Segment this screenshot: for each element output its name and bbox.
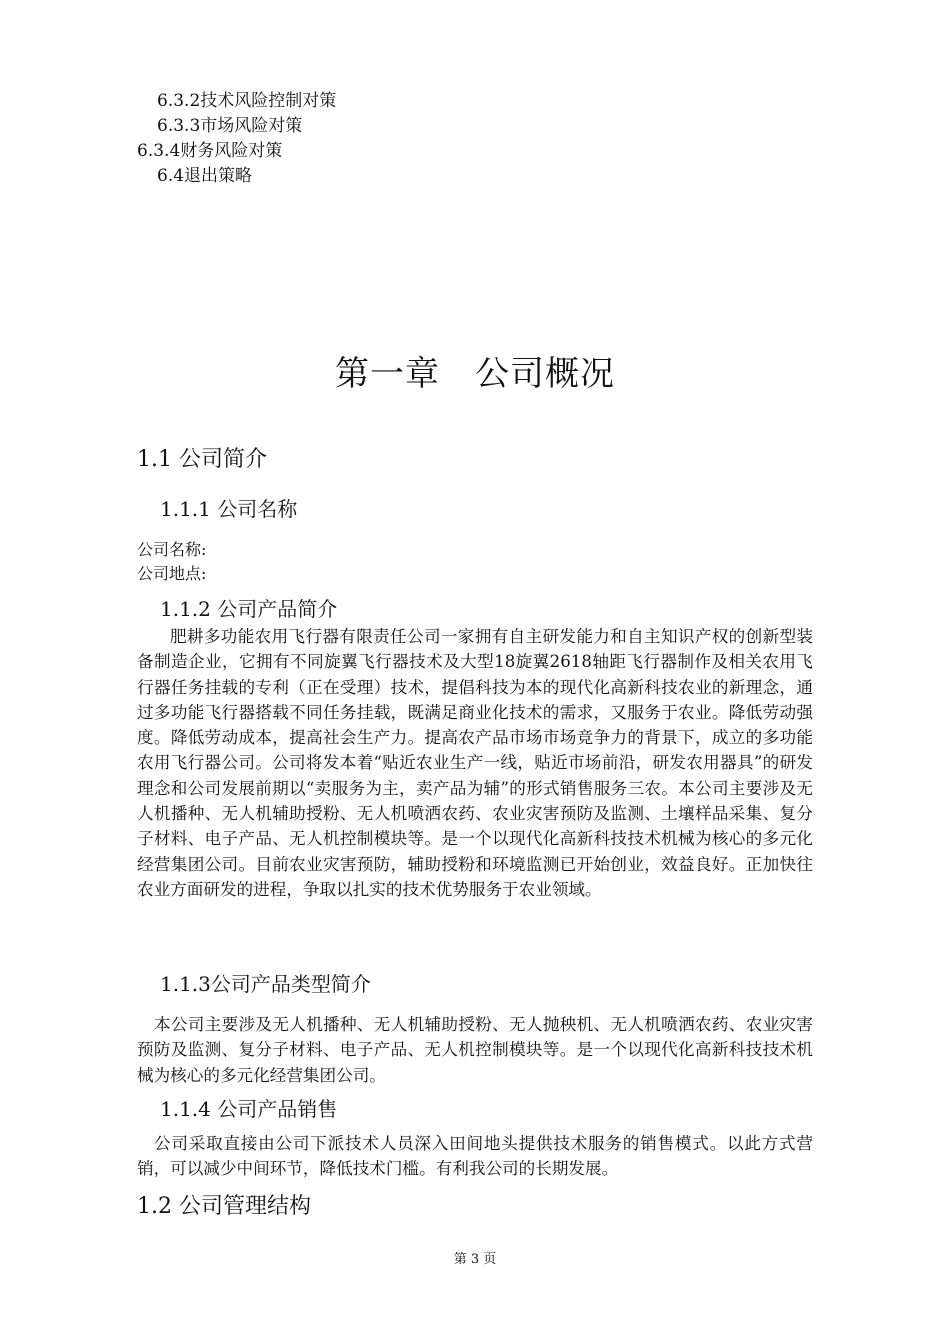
section-heading-1-1: 1.1 公司简介	[137, 447, 267, 472]
toc-entry: 6.3.2技术风险控制对策	[157, 91, 337, 111]
subsection-heading-1-1-2: 1.1.2 公司产品简介	[160, 597, 338, 621]
toc-entry: 6.3.3市场风险对策	[157, 116, 303, 136]
product-intro-paragraph: 肥耕多功能农用飞行器有限责任公司一家拥有自主研发能力和自主知识产权的创新型装备制造企业，它拥有不同旋翼飞行器技术及大型18旋翼2618轴距飞行器制作及相关农用飞行器任务挂载的专利（正在受理）技术，提倡科技为本的现代化高新科技农业的新理念，通过多功能飞行器搭载不同任务挂载，既满足商业化技术的需求，又服务于农业。降低劳动强度。降低劳动成本，提高社会生产力。提高农产品市场市场竞争力的背景下，成立的多功能农用飞行器公司。公司将发本着“贴近农业生产一线，贴近市场前沿，研发农用器具”的研发理念和公司发展前期以“卖服务为主，卖产品为辅”的形式销售服务三农。本公司主要涉及无人机播种、无人机辅助授粉、无人机喷洒农药、农业灾害预防及监测、土壤样品采集、复分子材料、电子产品、无人机控制模块等。是一个以现代化高新科技技术机械为核心的多元化经营集团公司。目前农业灾害预防，辅助授粉和环境监测已开始创业，效益良好。正加快往农业方面研发的进程，争取以扎实的技术优势服务于农业领域。	[137, 627, 813, 899]
chapter-title: 第一章 公司概况	[335, 354, 615, 394]
company-address-label: 公司地点:	[137, 564, 207, 583]
subsection-heading-1-1-4: 1.1.4 公司产品销售	[160, 1097, 338, 1121]
company-name-label: 公司名称:	[137, 540, 207, 559]
section-heading-1-2: 1.2 公司管理结构	[137, 1194, 311, 1219]
subsection-heading-1-1-3: 1.1.3公司产品类型简介	[160, 972, 371, 996]
product-sales-paragraph: 公司采取直接由公司下派技术人员深入田间地头提供技术服务的销售模式。以此方式营销，可以减少中间环节，降低技术门槛。有利我公司的长期发展。	[137, 1134, 813, 1179]
product-types-paragraph: 本公司主要涉及无人机播种、无人机辅助授粉、无人抛秧机、无人机喷洒农药、农业灾害预防及监测、复分子材料、电子产品、无人机控制模块等。是一个以现代化高新科技技术机械为核心的多元化经营集团公司。	[137, 1015, 813, 1085]
subsection-heading-1-1-1: 1.1.1 公司名称	[160, 497, 298, 521]
toc-entry: 6.3.4财务风险对策	[137, 141, 283, 161]
toc-entry: 6.4退出策略	[157, 166, 253, 186]
page-number: 第 3 页	[453, 1252, 497, 1267]
